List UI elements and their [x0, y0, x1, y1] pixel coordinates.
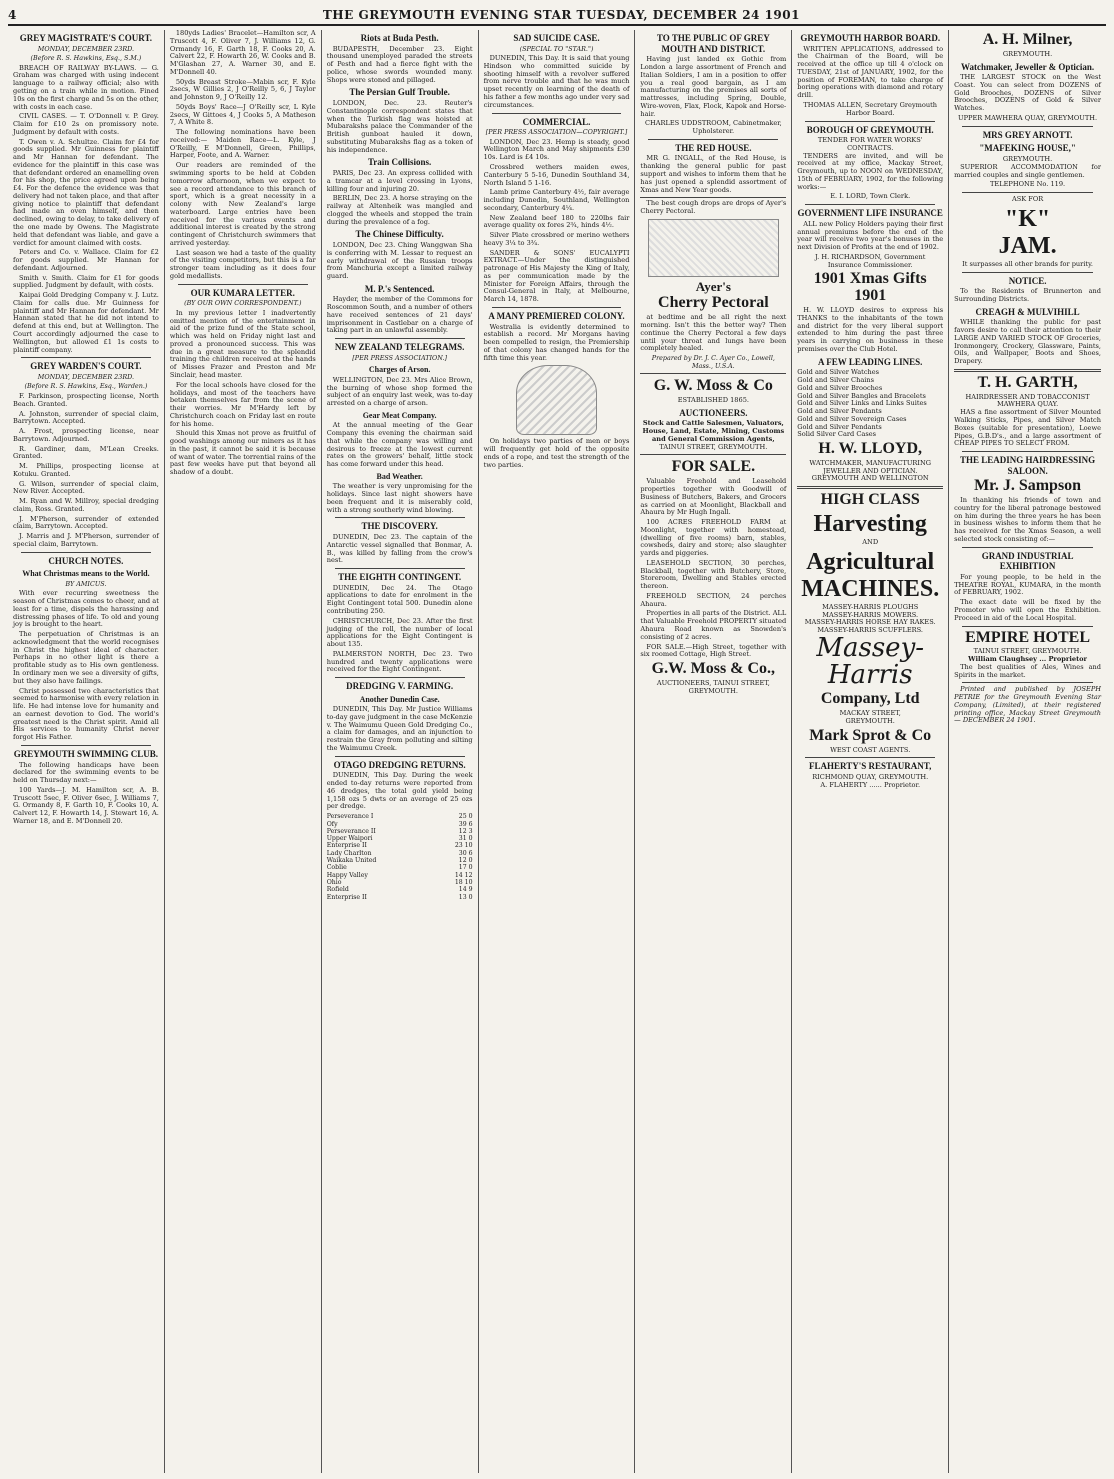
- for-sale-ad: [640, 454, 786, 695]
- paragraph: PALMERSTON NORTH, Dec 23. Two hundred and twenty applications were received for the Eight Contingent.: [326, 649, 473, 674]
- illustration-rope-pull: [516, 365, 596, 435]
- milner-place: GREYMOUTH.: [1002, 49, 1053, 58]
- paragraph: WRITTEN APPLICATIONS, addressed to the Chairman of the Board, will be received at the office up till 4 o'clock on TUESDAY, 21st of JANUARY, 1902, for the position of FOREMAN, to take charge of boring operations with diamond and rotary drill.: [797, 44, 944, 100]
- headline-public: TO THE PUBLIC OF GREY MOUTH AND DISTRICT.: [656, 33, 770, 54]
- list-item: Gold and Silver Brooches: [797, 383, 883, 392]
- ayers-ad: [640, 197, 786, 370]
- milner-address: UPPER MAWHERA QUAY, GREYMOUTH.: [958, 114, 1098, 122]
- garth-title: T. H. GARTH,: [977, 373, 1078, 391]
- telephone: TELEPHONE No. 119.: [989, 180, 1066, 189]
- returns-row: [327, 879, 473, 886]
- company-ltd: Company, Ltd: [820, 690, 920, 708]
- list-item: Gold and Silver Chains: [797, 376, 875, 384]
- headline: The Persian Gulf Trouble.: [349, 87, 450, 98]
- headline-church: CHURCH NOTES.: [48, 555, 124, 566]
- paragraph: Peters and Co. v. Wallace. Claim for £2 for goods supplied. Mr Hannan for defendant. Adjourned.: [13, 248, 159, 272]
- dredge-yield: 23 10: [454, 842, 473, 850]
- paragraph: DUNEDIN, Dec 23. The captain of the Antarctic vessel signalled that Bonmar, A. B., was killed by falling from the crow's nest.: [326, 533, 473, 565]
- dredge-name: Perseverance I: [326, 813, 374, 821]
- divider: [21, 552, 151, 553]
- gw-moss-ad: [640, 373, 786, 451]
- column-6: [792, 30, 949, 1473]
- paragraph: Crossbred wethers maiden ewes, Canterbury 5 5-16, Dunedin Southland 34, North Island 5 1-16.: [483, 162, 630, 187]
- headline: Bad Weather.: [376, 471, 423, 481]
- list-item: Gold and Silver Watches: [797, 368, 880, 377]
- divider: [805, 204, 935, 205]
- dredge-yield: 30 6: [458, 849, 473, 857]
- byline: [PER PRESS ASSOCIATION—COPYRIGHT.]: [485, 128, 628, 137]
- paragraph: WELLINGTON, Dec 23. Mrs Alice Brown, the burning of whose shop formed the subject of an enquiry last week, was to-day arrested on a charge of arson.: [326, 375, 473, 408]
- headline-eighth: THE EIGHTH CONTINGENT.: [338, 572, 462, 583]
- dredge-name: Ofy: [326, 820, 338, 828]
- headline: M. P.'s Sentenced.: [364, 283, 435, 294]
- gw-services: Stock and Cattle Salesmen, Valuators, House, Land, Estate, Mining, Customs and General Commission Agents,: [642, 419, 785, 443]
- subheadline: What Christmas means to the World.: [22, 569, 150, 579]
- mark-sprot: Mark Sprot & Co: [809, 726, 932, 744]
- sampson-title: Mr. J. Sampson: [974, 477, 1082, 495]
- returns-row: [327, 857, 473, 864]
- list-item: Gold and Silver Pendants: [797, 407, 882, 416]
- returns-row: [327, 821, 473, 828]
- headline-swimming: GREYMOUTH SWIMMING CLUB.: [13, 748, 159, 759]
- dateline: MONDAY, DECEMBER 23RD.: [37, 44, 135, 53]
- paragraph: CIVIL CASES. — T. O'Donnell v. P. Grey. Claim for £10 2s on promissory note. Judgment by default with costs.: [13, 112, 159, 136]
- divider: [335, 338, 465, 339]
- dredge-yield: 12 3: [458, 827, 473, 835]
- arnott-name: MRS GREY ARNOTT.: [982, 129, 1073, 140]
- divider: [962, 451, 1093, 452]
- paragraph: New Zealand beef 180 to 220lbs fair average quality ox fores 2¾, hinds 4½.: [483, 213, 630, 230]
- ad-footer: Prepared by Dr. J. C. Ayer Co., Lowell, Mass., U.S.A.: [651, 354, 775, 370]
- paragraph: Our readers are reminded of the swimming sports to be held at Cobden tomorrow afternoon, when we expect to see a record attendance to this branch of sport, which is a great necessity in a colony with New Zealand's large waterboard. Large entries have been received for the various events and additional interest is created by the strong contingent of Christchurch swimmers that arrived yesterday.: [169, 161, 316, 247]
- masthead: [8, 4, 1106, 26]
- returns-row: [327, 872, 473, 879]
- divider: [335, 756, 465, 757]
- paragraph: The following handicaps have been declared for the swimming events to be held on Thursday next:—: [13, 760, 159, 785]
- greymouth: GREYMOUTH.: [845, 717, 895, 725]
- harris-script: Harris: [827, 660, 913, 691]
- paragraph: In my previous letter I inadvertently omitted mention of the entertainment in aid of the prize fund of the State school, which was held on Friday night last and proved a pronounced success. This was due in a great measure to the splendid training the children received at the hands of Misses Frazer and Preston and Mr Sinclair, head master.: [169, 308, 316, 380]
- dredge-name: Rofield: [326, 886, 349, 894]
- paragraph: SUPERIOR ACCOMMODATION for married couples and single gentlemen.: [954, 162, 1101, 179]
- flaherty-address: RICHMOND QUAY, GREYMOUTH.: [812, 772, 929, 781]
- list-item: Gold and Silver Links and Links Suites: [797, 399, 927, 408]
- mafeking-house: "MAFEKING HOUSE,": [979, 143, 1076, 154]
- paragraph: On holidays two parties of men or boys will frequently get hold of the opposite ends of a rope, and test the strength of the two parties.: [483, 437, 630, 469]
- dredge-name: Enterprise II: [326, 842, 367, 850]
- paragraph: 50yds Boys' Race—J O'Reilly scr, L Kyle 2secs, W Gittoes 4, J Cooks 5, A Matheson 7, A White 8.: [169, 102, 316, 127]
- paragraph: LONDON, Dec 23. Hemp is steady, good Wellington March and May shipments £30 10s. Lard is £4 10s.: [483, 137, 630, 162]
- list-item: Solid Silver Card Cases: [797, 430, 877, 439]
- paragraph: Westralia is evidently determined to establish a record. Mr Morgans having been compelled to resign, the Premiership of that colony has changed hands for the fifth time this year.: [483, 322, 630, 362]
- jam: JAM.: [998, 232, 1057, 259]
- paragraph: Properties in all parts of the District. ALL that Valuable Freehold PROPERTY situated Ahaura Road known as Snowden's consisting of 2 acres.: [640, 609, 787, 641]
- paragraph: The perpetuation of Christmas is an acknowledgment that the world recognises in Christ the highest ideal of character. Perhaps in no other light is there a profitable study as to His own gentleness. In ordinary men we see a diversity of gifts, but they also have failings.: [13, 630, 159, 685]
- paragraph: LONDON, Dec. 23. Reuter's Constantinople correspondent states that when the Turkish flag was hoisted at Mubarakshs palace the Commander of the British gunboat hauled it down, substituting Mubarakshs flag as a token of his independence.: [326, 99, 473, 154]
- dredge-yield: 39 6: [458, 820, 473, 828]
- paragraph: In thanking his friends of town and country for the liberal patronage bestowed on him during the three years he has been in business wishes to inform them that he has received for the Xmas Season, a well selected stock consisting of:—: [954, 496, 1101, 543]
- divider: [962, 192, 1093, 193]
- page-columns: [8, 30, 1106, 1473]
- divider: [962, 547, 1093, 548]
- paragraph: Having just landed ex Gothic from London a large assortment of French and Italian Soldiers, I am in a position to offer you a real good bargain, as I am manufacturing on the premises all sorts of mattresses, including Spring, Double, Wire-woven, Flax, Flock, Kapok and Horse-hair.: [640, 55, 787, 118]
- divider: [492, 307, 622, 308]
- divider: [962, 626, 1093, 627]
- ayers-title: Ayer's: [695, 278, 731, 294]
- dredge-name: Perseverance II: [326, 827, 376, 835]
- paragraph: ALL new Policy Holders paying their first annual premiums before the end of the year will receive two year's bonuses in the next Division of Profits at the end of 1902.: [797, 219, 944, 252]
- ayers-product: Cherry Pectoral: [658, 294, 769, 312]
- paragraph: At the annual meeting of the Gear Company this evening the chairman said that while the company was willing and desirous to freeze at the lowest current rates on the growers' behalf, little stock has come forward under this head.: [326, 421, 473, 469]
- dredge-name: Upper Waipori: [326, 835, 373, 843]
- paragraph: With ever recurring sweetness the season of Christmas comes to cheer, and at least for a time, dispels the harassing and distressing phases of life. To old and young joy is brought to the heart.: [13, 589, 159, 629]
- column-5: [635, 30, 792, 1473]
- paragraph: HAS a fine assortment of Silver Mounted Walking Sticks, Pipes, and Silver Match Boxes (suitable for presentation), Loewe Pipes, G.B.D's., and a large assortment of CHEAP PIPES TO SELECT FROM.: [954, 408, 1101, 448]
- paragraph: Silver Plate crossbred or merino wethers heavy 3¼ to 3¾.: [483, 231, 630, 247]
- paragraph: 50yds Breast Stroke—Mabin scr, F. Kyle 2secs, W Gillies 2, J O'Reilly 5, 6, J Taylor and Johnston 9, J O'Reilly 12.: [169, 77, 316, 102]
- paragraph: The best qualities of Ales, Wines and Spirits in the market.: [954, 662, 1101, 679]
- returns-row: [327, 835, 473, 842]
- paragraph: WHILE thanking the public for past favors desire to call their attention to their LARGE AND VARIED STOCK OF Groceries, Ironmongery, Crockery, Glassware, Paints, Oils, and Wallpaper, Boots and Shoes, Drapery.: [954, 318, 1101, 366]
- dredge-name: Waikaka United: [326, 857, 377, 865]
- byline: (Before R. S. Hawkins, Esq., Warden.): [24, 382, 148, 391]
- dredge-name: Ohio: [326, 879, 342, 887]
- paragraph: DUNEDIN, This Day. Mr Justice Williams to-day gave judgment in the case McKenzie v. The Waimumu Queen Gold Dredging Co., a claim for damages, and an injunction to restrain the Gray from polluting and silting the Waimumu Creek.: [326, 705, 473, 753]
- paragraph: The exact date will be fixed by the Promoter who will open the Exhibition. Proceed in aid of the Local Hospital.: [954, 598, 1101, 622]
- creagh-mulvihill: CREAGH & MULVIHILL: [975, 306, 1080, 317]
- dredge-name: Enterprise II: [326, 893, 367, 901]
- divider: [962, 126, 1093, 127]
- paragraph: Christ possessed two characteristics that seemed to harmonise with every relation in life. He had intense love for humanity and an earnest devotion to God. The world's greatest need is the Christ spirit. Amid all His services to humanity Christ never forgot His Father.: [13, 686, 159, 742]
- paragraph: PARIS, Dec 23. An express collided with a tramcar at a level crossing in Lyons, killing four and injuring 20.: [326, 169, 473, 193]
- paragraph: Hayder, the member of the Commons for Roscommon South, and a number of others have received sentences of 21 days' imprisonment in Castlebar on a charge of taking part in an unlawful assembly.: [326, 295, 473, 335]
- divider: [335, 677, 465, 678]
- paragraph: The following nominations have been received:— Maiden Race—L. Kyle, J O'Reilly, E M'Donnell, Green, Phillips, Harper, Foote, and A. Warner.: [169, 128, 316, 160]
- paragraph: BERLIN, Dec 23. A horse straying on the railway at Altenheik was mangled and clogged the wheels and stopped the train during the prevalence of a fog.: [326, 194, 473, 226]
- empire-address: TAINUI STREET, GREYMOUTH.: [973, 647, 1082, 656]
- column-2: [165, 30, 322, 1473]
- gw-address: AUCTIONEERS, TAINUI STREET, GREYMOUTH.: [656, 678, 770, 695]
- divider: [178, 284, 308, 285]
- headline-borough: BOROUGH OF GREYMOUTH.: [806, 124, 934, 135]
- returns-row: [327, 894, 473, 901]
- dredge-yield: 14 9: [458, 886, 473, 894]
- headline: Gear Meat Company.: [362, 410, 437, 420]
- paragraph: A. Johnston, surrender of special claim, Barrytown. Accepted.: [13, 409, 159, 426]
- paragraph: CHRISTCHURCH, Dec 23. After the first judging of the roll, the number of local applications for the Eight Contingent is about 135.: [326, 616, 473, 649]
- paragraph: M. Ryan and W. Millroy, special dredging claim, Ross. Granted.: [13, 497, 159, 513]
- dredge-yield: 31 0: [458, 835, 473, 843]
- returns-row: [327, 842, 473, 849]
- headline-premiered: A MANY PREMIERED COLONY.: [488, 310, 625, 321]
- k-brand: "K": [1004, 205, 1051, 232]
- headline-magistrate: GREY MAGISTRATE'S COURT.: [19, 33, 153, 43]
- est: ESTABLISHED 1865.: [677, 396, 749, 404]
- paragraph: J. M'Pherson, surrender of extended claim, Barrytown. Accepted.: [13, 514, 159, 531]
- jam-tagline: It surpasses all other brands for purity.: [962, 259, 1094, 268]
- dateline: MONDAY, DECEMBER 23RD.: [37, 372, 135, 381]
- milner-trade: Watchmaker, Jeweller & Optician.: [960, 61, 1095, 72]
- high-class: HIGH CLASS: [820, 491, 920, 509]
- paragraph: LONDON, Dec 23. Ching Wanggwan Sha is conferring with M. Lessar to request an early withdrawal of the Russian troops from Manchuria except a limited railway guard.: [326, 240, 473, 281]
- paragraph: G. Wilson, surrender of special claim, New River. Accepted.: [13, 479, 159, 496]
- headline: The Chinese Difficulty.: [355, 229, 444, 240]
- headline-commercial: COMMERCIAL.: [522, 116, 591, 127]
- paragraph: DUNEDIN, Dec 24. The Otago applications to date for enrolment in the Eight Contingent total 500. Dunedin alone contributing 250.: [326, 583, 473, 616]
- headline: Charges of Arson.: [368, 365, 431, 375]
- paragraph: Smith v. Smith. Claim for £1 for goods supplied. Judgment by default, with costs.: [13, 273, 159, 290]
- xmas-gifts-title: 1901 Xmas Gifts 1901: [813, 270, 927, 305]
- machine-line: MASSEY-HARRIS PLOUGHS: [822, 602, 919, 611]
- dredge-yield: 25 0: [458, 813, 473, 821]
- gw-moss-footer: G.W. Moss & Co.,: [651, 660, 776, 678]
- divider: [962, 682, 1093, 683]
- returns-row: [327, 864, 473, 871]
- paragraph: DUNEDIN, This Day. During the week ended to-day returns were reported from 46 dredges, the total gold yield being 1,158 ozs 5 dwts or an average of 25 ozs per dredge.: [326, 771, 473, 811]
- paragraph: F. Parkinson, prospecting license, North Beach. Granted.: [13, 391, 159, 408]
- divider: [797, 486, 943, 489]
- paragraph: at bedtime and be all right the next morning. Isn't this the better way? Then continue the Cherry Pectoral a few days until your throat and lungs have been completely healed.: [640, 313, 787, 353]
- divider: [492, 113, 622, 114]
- divider: [335, 517, 465, 518]
- saloon-title: THE LEADING HAIRDRESSING SALOON.: [960, 455, 1096, 476]
- gw-address: TAINUI STREET, GREYMOUTH.: [659, 442, 768, 451]
- gw-moss-title: G. W. Moss & Co: [653, 377, 773, 395]
- flaherty-proprietor: A. FLAHERTY ...... Proprietor.: [820, 780, 921, 789]
- page-number: 4: [8, 8, 17, 22]
- paragraph: BUDAPESTH, December 23. Eight thousand unemployed paraded the streets of Pesth and had a fierce fight with the police, whose swords wounded many. Shops were stoned and pillaged.: [326, 44, 473, 84]
- newspaper-title: THE GREYMOUTH EVENING STAR TUESDAY, DECEMBER 24 1901: [322, 8, 800, 22]
- byline: (Before R. S. Hawkins, Esq., S.M.): [30, 54, 142, 63]
- paragraph: Should this Xmas not prove as fruitful of good washings among our miners as it has in the past, it cannot be said it is because of want of water. The torrential rains of the past few weeks have put that beyond all shadow of a doubt.: [169, 429, 316, 477]
- flaherty-title: FLAHERTY'S RESTAURANT,: [809, 761, 932, 772]
- machines: MACHINES.: [801, 575, 940, 602]
- column-3: [322, 30, 479, 1473]
- returns-table: [327, 813, 473, 901]
- signature: THOMAS ALLEN, Secretary Greymouth Harbor Board.: [803, 100, 938, 117]
- proprietor: William Claughsey ... Proprietor: [968, 655, 1087, 664]
- paragraph: FREEHOLD SECTION, 24 perches Ahaura.: [640, 591, 787, 608]
- and: AND: [862, 538, 879, 547]
- paragraph: To the Residents of Brunnerton and Surrounding Districts.: [954, 287, 1101, 303]
- dredge-yield: 18 10: [454, 879, 473, 887]
- dredge-name: Lady Charlton: [326, 849, 372, 857]
- paragraph: A. Frost, prospecting license, near Barrytown. Adjourned.: [13, 427, 159, 443]
- paragraph: TENDERS are invited, and will be received at my office, Mackay Street, Greymouth, up to NOON on WEDNESDAY, 15th of FEBRUARY, 1902, for the following works:—: [797, 151, 944, 191]
- byline: (SPECIAL TO "STAR."): [519, 44, 594, 53]
- paragraph: LEASEHOLD SECTION, 30 perches, Blackball, together with Butchery, Store, Storeroom, Dwelling and Stables erected thereon.: [640, 558, 787, 591]
- hw-lloyd-title: H. W. LLOYD,: [818, 440, 922, 458]
- headline: Train Collisions.: [367, 157, 432, 168]
- notice: NOTICE.: [1008, 275, 1047, 286]
- paragraph: T. Owen v. A. Schultze. Claim for £4 for goods supplied. Mr Guinness for plaintiff and Mr Hannan for defendant. The evidence for the plaintiff in this case was that defendant ordered an enamelling oven for his shop, the price agreed upon being £4. For the defence the evidence was that delivery had not taken place, and that after giving notice to plaintiff that defendant had made an oven himself, and then declined, owing to delay, to take delivery of the one made by Owens. The Magistrate held that defendant was liable, and gave a verdict for amount claimed with costs.: [13, 137, 159, 247]
- returns-row: [327, 886, 473, 893]
- paragraph: For the local schools have closed for the holidays, and most of the teachers have betaken themselves far from the scene of their worries. Mr M'Hardy left by Christchurch coach on Friday last en route for his home.: [169, 380, 316, 428]
- imprint: Printed and published by JOSEPH PETRIE for the Greymouth Evening Star Company, (Limited), at their registered printing office, Mackay Street Greymouth — DECEMBER 24 1901.: [954, 685, 1101, 725]
- paragraph: For young people, to be held in the THEATRE ROYAL, KUMARA, in the month of FEBRUARY, 1902.: [954, 572, 1101, 597]
- divider: [648, 139, 778, 140]
- subheadline: TENDER FOR WATER WORKS' CONTRACTS.: [817, 136, 923, 152]
- ad-text: The best cough drops are drops of Ayer's Cherry Pectoral.: [640, 199, 787, 216]
- divider: [21, 357, 151, 358]
- paragraph: FOR SALE.—High Street, together with six roomed Cottage, High Street.: [640, 642, 787, 659]
- harvesting: Harvesting: [813, 511, 927, 538]
- ask-for: ASK FOR: [1011, 195, 1044, 204]
- greymouth: GREYMOUTH.: [1002, 154, 1053, 163]
- paragraph: SANDER & SONS' EUCALYPTI EXTRACT.—Under the distinguished patronage of His Majesty the King of Italy, as per communication made by the Minister for Foreign Affairs, through the Consul-General in Italy, at Melbourne, March 14, 1878.: [483, 248, 630, 304]
- machine-line: MASSEY-HARRIS HORSE HAY RAKES.: [804, 618, 936, 627]
- paragraph: MR G. INGALL, of the Red House, is thanking the general public for past support and wishes to inform them that he has just opened a splendid assortment of Xmas and New Year goods.: [640, 154, 787, 194]
- leading-lines: A FEW LEADING LINES.: [818, 356, 923, 367]
- illustration-hand: [648, 219, 779, 277]
- list-item: Gold and Silver Bangles and Bracelets: [797, 391, 926, 400]
- hw-lloyd-trade: WATCHMAKER, MANUFACTURING JEWELLER AND OPTICIAN.: [809, 458, 932, 475]
- subheadline: Another Dunedin Case.: [359, 694, 440, 704]
- returns-row: [327, 828, 473, 835]
- garth-address: MAWHERA QUAY.: [996, 400, 1059, 409]
- divider: [805, 121, 935, 122]
- paragraph: M. Phillips, prospecting license at Kotuku. Granted.: [13, 462, 159, 478]
- column-1: [8, 30, 165, 1473]
- signature: E. I. LORD, Town Clerk.: [830, 192, 911, 201]
- paragraph: Valuable Freehold and Leasehold properties together with Goodwill of Business of Butchers, Bakers, and Grocers as carried on at Moonlight, Blackball and Ahaura by Mr Hugh Ingall.: [640, 477, 787, 517]
- headline-dredging: DREDGING V. FARMING.: [346, 681, 454, 692]
- dredge-name: Happy Valley: [326, 871, 368, 879]
- headline: Riots at Buda Pesth.: [360, 33, 439, 43]
- paragraph: The weather is very unpromising for the holidays. Since last night showers have been frequent and it is miserably cold, with a strong southerly wind blowing.: [326, 482, 473, 514]
- byline: [PER PRESS ASSOCIATION.]: [352, 353, 447, 362]
- paragraph: Lamb prime Canterbury 4½, fair average including Dunedin, Southland, Wellington secondary, Canterbury 4¼.: [483, 188, 630, 212]
- dredge-yield: 17 0: [458, 864, 473, 872]
- leading-lines-list: [797, 369, 943, 439]
- massey-script: Massey-: [816, 632, 925, 663]
- divider: [21, 745, 151, 746]
- machine-line: MASSEY-HARRIS SCUFFLERS.: [817, 626, 923, 635]
- machine-line: MASSEY-HARRIS MOWERS.: [822, 610, 919, 619]
- paragraph: DUNEDIN, This Day. It is said that young Hindson who committed suicide by shooting himself with a revolver suffered from nerve trouble and that he was much upset recently on learning of the death of his father a few months ago under very sad circumstances.: [483, 54, 630, 109]
- divider: [335, 568, 465, 569]
- returns-row: [327, 813, 473, 820]
- headline-kumara: OUR KUMARA LETTER.: [190, 287, 295, 298]
- gw-auctioneers: AUCTIONEERS.: [679, 407, 748, 418]
- divider: [962, 272, 1093, 273]
- byline: (BY OUR OWN CORRESPONDENT.): [184, 299, 302, 308]
- list-item: Gold and Silver Sovereign Cases: [797, 414, 907, 423]
- headline-discovery: THE DISCOVERY.: [361, 521, 438, 532]
- dredge-yield: 12 0: [458, 857, 473, 865]
- paragraph: THE LARGEST STOCK on the West Coast. You can select from DOZENS of Gold Brooches, DOZENS of Silver Brooches, DOZENS of Gold & Silver Watches.: [954, 73, 1101, 113]
- dredge-name: Coblie: [326, 864, 347, 872]
- agents: WEST COAST AGENTS.: [830, 745, 911, 754]
- headline-red-house: THE RED HOUSE.: [675, 142, 752, 153]
- list-item: Gold and Silver Pendants: [797, 422, 882, 431]
- headline-nz-telegrams: NEW ZEALAND TELEGRAMS.: [334, 342, 465, 353]
- dredge-yield: 14 12: [454, 871, 473, 879]
- signature: CHARLES UDDSTROOM, Cabinetmaker, Upholsterer.: [644, 119, 782, 136]
- dredge-yield: 13 0: [458, 893, 473, 901]
- paragraph: 100 Yards—J. M. Hamilton scr, A. B. Truscott 5sec, F. Oliver 6sec, J. Williams 7, G. Ormandy 8, F. Garth 10, F. Cooks 10, A. Calvert 12, F. Howarth 14, J. Stewart 16, A. Warner 18, and E. M'Donnell 20.: [13, 785, 159, 825]
- exhibition-title: GRAND INDUSTRIAL EXHIBITION: [981, 550, 1074, 572]
- column-4: [479, 30, 636, 1473]
- headline-harbor: GREYMOUTH HARBOR BOARD.: [800, 33, 941, 43]
- hw-lloyd-place: GREYMOUTH AND WELLINGTON: [811, 474, 929, 483]
- paragraph: H. W. LLOYD desires to express his THANKS to the inhabitants of the town and district for the very liberal support extended to him during the past three years in carrying on business in these premises over the Club Hotel.: [797, 306, 944, 353]
- milner-title: A. H. Milner,: [982, 31, 1073, 48]
- agricultural: Agricultural: [806, 548, 935, 575]
- divider: [805, 757, 935, 758]
- returns-row: [327, 850, 473, 857]
- byline: BY AMICUS.: [65, 579, 107, 588]
- headline-insurance: GOVERNMENT LIFE INSURANCE: [797, 208, 943, 219]
- empire-hotel: EMPIRE HOTEL: [965, 628, 1091, 646]
- paragraph: 180yds Ladies' Bracelet—Hamilton scr, A Truscott 4, F. Oliver 7, J. Williams 12, G. Ormandy 16, F. Garth 18, F. Cooks 20, A. Calvert 22, F. Howarth 26, W. Cooks and B. M'Glashan 27, A. Warner 30, and E. M'Donnell 40.: [169, 30, 316, 76]
- paragraph: R. Gardiner, dam, M'Lean Creeks. Granted.: [13, 444, 159, 461]
- mackay-street: MACKAY STREET,: [839, 709, 901, 718]
- paragraph: BREACH OF RAILWAY BY-LAWS. — G. Graham was charged with using indecent language to a railway official; also with getting on a train while in motion. Fined 10s on the first charge and 5s on the other, with costs in each case.: [13, 63, 159, 111]
- paragraph: Kaipai Gold Dredging Company v. J. Lutz. Claim for calls due. Mr Guinness for plaintiff and Mr Hannan for defendant. Mr Hannan stated that he did not intend to defend at this end, but at Wellington. The Court accordingly adjourned the case to Wellington, but allowed £1 1s costs to plaintiff company.: [13, 291, 159, 354]
- column-7: [949, 30, 1106, 1473]
- headline-otago: OTAGO DREDGING RETURNS.: [333, 759, 466, 770]
- for-sale-title: FOR SALE.: [671, 458, 756, 476]
- paragraph: J. Marris and J. M'Pherson, surrender of special claim, Barrytown.: [13, 532, 159, 548]
- headline-suicide: SAD SUICIDE CASE.: [513, 33, 600, 43]
- signature: J. H. RICHARDSON, Government Insurance Commissioner.: [815, 252, 926, 269]
- headline-warden: GREY WARDEN'S COURT.: [30, 361, 142, 372]
- paragraph: Last season we had a taste of the quality of the visiting competitors, but this is a far stronger team including as it does four gold medallists.: [169, 248, 316, 280]
- divider: [954, 369, 1101, 372]
- garth-trade: HAIRDRESSER AND TOBACCONIST: [965, 392, 1090, 401]
- paragraph: 100 ACRES FREEHOLD FARM at Moonlight, together with homestead, (dwelling of five rooms) barn, stables, cowsheds, dairy and store; also slaughter yards and piggeries.: [640, 518, 787, 558]
